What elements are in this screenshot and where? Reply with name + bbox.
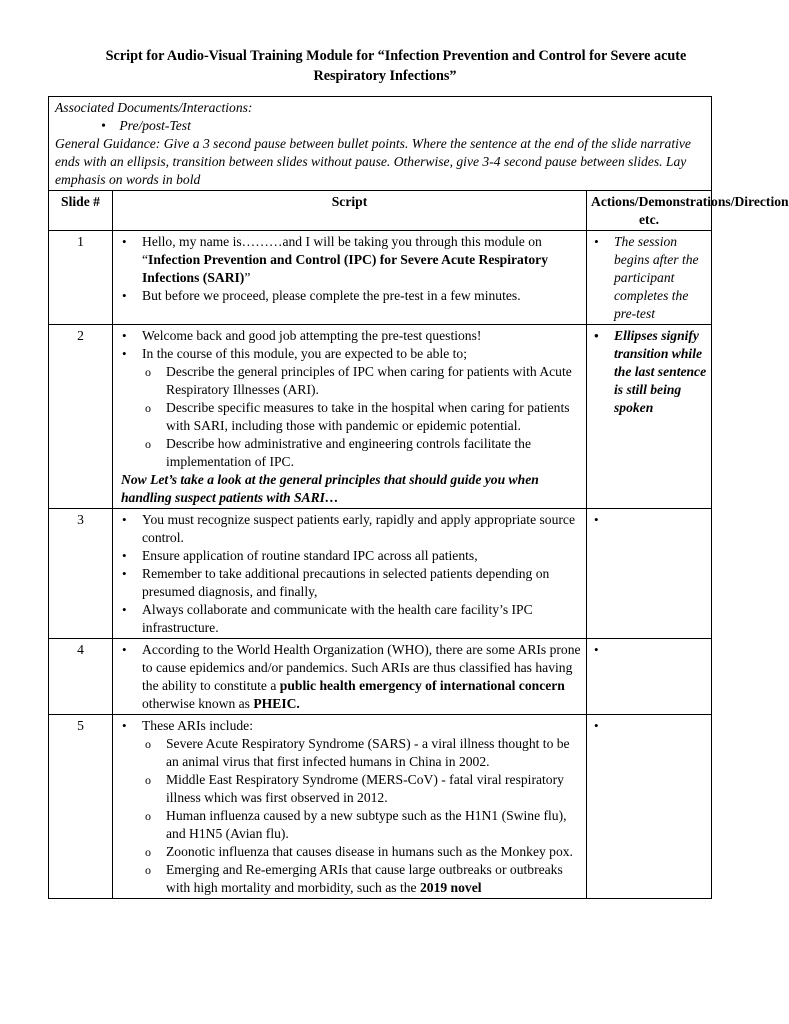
slide-row-4 bbox=[49, 639, 712, 715]
script-subpoint: o Describe specific measures to take in the hospital when caring for patients with SARI, including those with pandemic or epidemic potential. bbox=[166, 399, 582, 435]
associated-item: • Pre/post-Test bbox=[101, 118, 191, 133]
script-subpoint: o Describe the general principles of IPC when caring for patients with Acute Respiratory Illnesses (ARI). bbox=[166, 363, 582, 399]
slide-number: 1 bbox=[49, 231, 113, 325]
script-bullet: • Remember to take additional precautions in selected patients depending on presumed diagnosis, and finally, bbox=[142, 565, 582, 601]
action-note: • Ellipses signify transition while the last sentence is still being spoken bbox=[614, 327, 707, 417]
action-cell bbox=[587, 715, 712, 899]
script-subpoint: o Human influenza caused by a new subtype such as the H1N1 (Swine flu), and H1N5 (Avian flu). bbox=[166, 807, 582, 843]
guidance-cell bbox=[49, 97, 712, 191]
script-subpoint: o Emerging and Re-emerging ARIs that cause large outbreaks or outbreaks with high mortality and morbidity, such as the 2019 novel bbox=[166, 861, 582, 897]
guidance-row bbox=[49, 97, 712, 191]
script-bullet: • According to the World Health Organization (WHO), there are some ARIs prone to cause epidemics and/or pandemics. Such ARIs are thus classified has having the ability to constitute a public health emergency of international concern otherwise known as PHEIC. bbox=[142, 641, 582, 713]
title-line-1: Script for Audio-Visual Training Module for “Infection Prevention and Control for Severe acute bbox=[105, 48, 687, 64]
action-note: • The session begins after the participant completes the pre-test bbox=[614, 233, 707, 323]
header-actions: Actions/Demonstrations/Direction etc. bbox=[587, 191, 712, 231]
script-table bbox=[48, 96, 789, 899]
slide-number: 2 bbox=[49, 325, 113, 509]
action-cell bbox=[587, 325, 712, 509]
header-script: Script bbox=[113, 191, 587, 231]
header-slide: Slide # bbox=[49, 191, 113, 231]
script-subpoint: o Zoonotic influenza that causes disease in humans such as the Monkey pox. bbox=[166, 843, 582, 861]
script-bullet: • Welcome back and good job attempting the pre-test questions! bbox=[142, 327, 582, 345]
document-title bbox=[40, 46, 730, 86]
associated-label: Associated Documents/Interactions: bbox=[55, 100, 253, 115]
script-bullet: • But before we proceed, please complete the pre-test in a few minutes. bbox=[142, 287, 582, 305]
script-bullet: • Hello, my name is………and I will be taking you through this module on “Infection Prevention and Control (IPC) for Severe Acute Respiratory Infections (SARI)” bbox=[142, 233, 582, 287]
general-guidance: General Guidance: Give a 3 second pause between bullet points. Where the sentence at the end of the slide narrative ends with an ellipsis, transition between slides without pause. Otherwise, give 3-4 second pause between slides. Lay emphasis on words in bold bbox=[55, 136, 691, 187]
action-cell bbox=[587, 231, 712, 325]
script-bullet: • Ensure application of routine standard IPC across all patients, bbox=[142, 547, 582, 565]
script-subpoint: o Middle East Respiratory Syndrome (MERS-CoV) - fatal viral respiratory illness which was first observed in 2012. bbox=[166, 771, 582, 807]
script-bullet: • Always collaborate and communicate with the health care facility’s IPC infrastructure. bbox=[142, 601, 582, 637]
script-bullet: • In the course of this module, you are expected to be able to; o Describe the general principles of IPC when caring for patients with Acute Respiratory Illnesses (ARI). o Describe specific measures to take in the hospital when caring for patients with SARI, including those with pandemic or epidemic potential. o Describe how administrative and engineering controls facilitate the implementation of IPC. bbox=[142, 345, 582, 471]
slide-row-5 bbox=[49, 715, 712, 899]
slide-number: 5 bbox=[49, 715, 113, 899]
script-subpoint: o Severe Acute Respiratory Syndrome (SARS) - a viral illness thought to be an animal virus that first infected humans in China in 2002. bbox=[166, 735, 582, 771]
slide-row-2 bbox=[49, 325, 712, 509]
slide-row-3 bbox=[49, 509, 712, 639]
script-cell bbox=[113, 231, 587, 325]
closing-line: Now Let’s take a look at the general principles that should guide you when handling suspect patients with SARI… bbox=[121, 472, 539, 505]
script-cell bbox=[113, 715, 587, 899]
action-cell bbox=[587, 509, 712, 639]
script-cell bbox=[113, 639, 587, 715]
slide-row-1 bbox=[49, 231, 712, 325]
script-cell bbox=[113, 325, 587, 509]
slide-number: 3 bbox=[49, 509, 113, 639]
script-bullet: • You must recognize suspect patients early, rapidly and apply appropriate source control. bbox=[142, 511, 582, 547]
title-line-2: Respiratory Infections” bbox=[313, 68, 457, 84]
slide-number: 4 bbox=[49, 639, 113, 715]
script-bullet: • These ARIs include: o Severe Acute Respiratory Syndrome (SARS) - a viral illness thought to be an animal virus that first infected humans in China in 2002. o Middle East Respiratory Syndrome (MERS-CoV) - fatal viral respiratory illness which was first observed in 2012. o Human influenza caused by a new subtype such as the H1N1 (Swine flu), and H1N5 (Avian flu). o Zoonotic influenza that causes disease in humans such as the Monkey pox. o Emerging and Re-emerging ARIs that cause large outbreaks or outbreaks with high mortality and morbidity, such as the 2019 novel bbox=[142, 717, 582, 897]
action-cell bbox=[587, 639, 712, 715]
script-cell bbox=[113, 509, 587, 639]
header-row bbox=[49, 191, 712, 231]
script-subpoint: o Describe how administrative and engineering controls facilitate the implementation of IPC. bbox=[166, 435, 582, 471]
